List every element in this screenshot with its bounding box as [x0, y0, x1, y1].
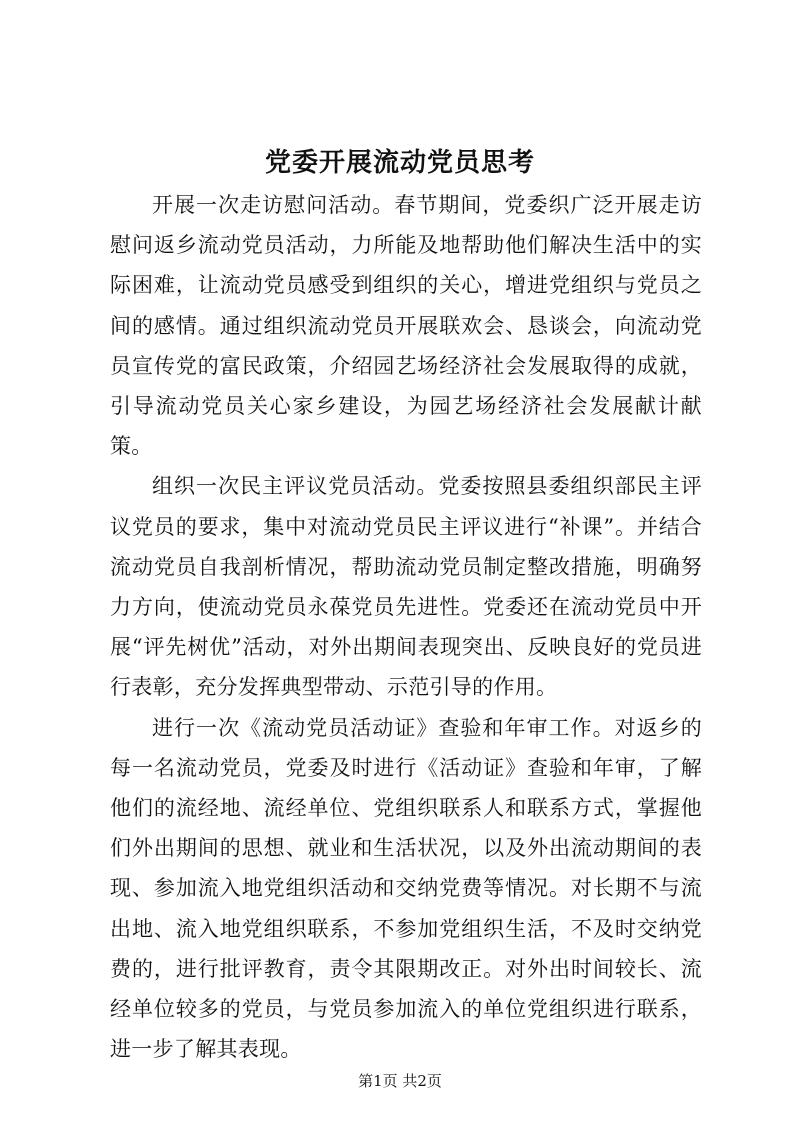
- document-body: [110, 185, 702, 1069]
- page-title: 党委开展流动党员思考: [264, 148, 535, 178]
- paragraph-3: 进行一次《流动党员活动证》查验和年审工作。对返乡的每一名流动党员，党委及时进行《活动证》查验和年审，了解他们的流经地、流经单位、党组织联系人和联系方式，掌握他们外出期间的思想、就业和生活状况，以及外出流动期间的表现、参加流入地党组织活动和交纳党费等情况。对长期不与流出地、流入地党组织联系，不参加党组织生活，不及时交纳党费的，进行批评教育，责令其限期改正。对外出时间较长、流经单位较多的党员，与党员参加流入的单位党组织进行联系，进一步了解其表现。: [110, 715, 702, 1062]
- page-footer: 第1页 共2页: [358, 1072, 442, 1090]
- paragraph-2: 组织一次民主评议党员活动。党委按照县委组织部民主评议党员的要求，集中对流动党员民主评议进行“补课”。并结合流动党员自我剖析情况，帮助流动党员制定整改措施，明确努力方向，使流动党员永葆党员先进性。党委还在流动党员中开展“评先树优”活动，对外出期间表现突出、反映良好的党员进行表彰，充分发挥典型带动、示范引导的作用。: [110, 474, 702, 700]
- paragraph-1: 开展一次走访慰问活动。春节期间，党委织广泛开展走访慰问返乡流动党员活动，力所能及地帮助他们解决生活中的实际困难，让流动党员感受到组织的关心，增进党组织与党员之间的感情。通过组织流动党员开展联欢会、恳谈会，向流动党员宣传党的富民政策，介绍园艺场经济社会发展取得的成就，引导流动党员关心家乡建设，为园艺场经济社会发展献计献策。: [110, 193, 702, 459]
